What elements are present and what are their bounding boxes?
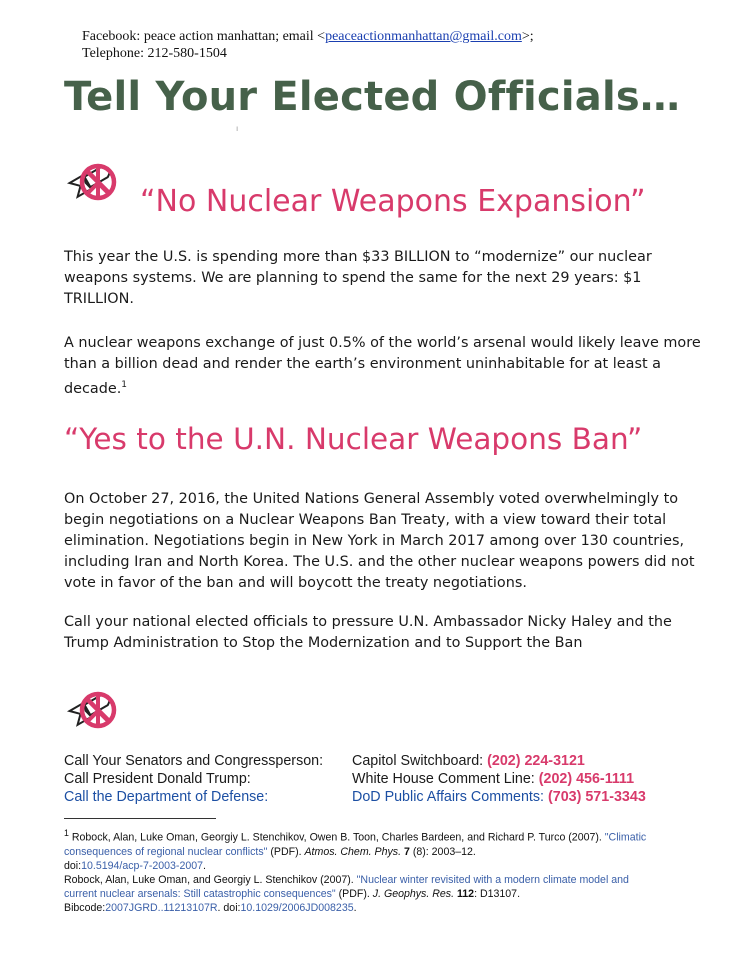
phone-dod[interactable]: (703) 571-3343 (548, 789, 646, 805)
call-row-senators: Call Your Senators and Congressperson: Capitol Switchboard: (202) 224-3121 (64, 753, 585, 769)
section-title-no-expansion: “No Nuclear Weapons Expansion” (140, 184, 646, 219)
phone-white-house[interactable]: (202) 456-1111 (538, 771, 635, 787)
footnotes (64, 826, 664, 915)
footnote-marker: 1 (121, 380, 128, 390)
ref2-doi-link[interactable]: 10.1029/2006JD008235 (240, 901, 354, 914)
ref1-title-link[interactable]: "Climatic consequences of regional nuclear conflicts" (64, 831, 647, 858)
footnote-ref-2: Robock, Alan, Luke Oman, and Georgiy L. Stenchikov (2007). "Nuclear winter revisited with a modern climate model and current nuclear arsenals: Still catastrophic consequences" (PDF). J. Geophys. Res. 112: D13107. Bibcode:2007JGRD..11213107R. doi:10.1029/2006JD008235. (64, 873, 629, 914)
section-title-yes-ban: “Yes to the U.N. Nuclear Weapons Ban” (64, 422, 643, 456)
page-title: Tell Your Elected Officials… (64, 74, 681, 120)
no-nukes-peace-icon (62, 148, 128, 214)
ref2-bibcode-link[interactable]: 2007JGRD..11213107R (105, 901, 218, 914)
paragraph-spending: This year the U.S. is spending more than $33 BILLION to “modernize” our nuclear weapons systems. We are planning to spend the same for the next 29 years: $1 TRILLION. (64, 249, 652, 307)
ref1-doi-link[interactable]: 10.5194/acp-7-2003-2007 (81, 859, 204, 872)
call-list (64, 752, 646, 806)
paragraph-exchange: A nuclear weapons exchange of just 0.5% of the world’s arsenal would likely leave more than a billion dead and render the earth’s environment uninhabitable for at least a decade.$^1$ (64, 335, 701, 397)
no-nukes-peace-icon (62, 676, 128, 742)
phone-capitol[interactable]: (202) 224-3121 (487, 753, 585, 769)
email-link[interactable]: peaceactionmanhattan@gmail.com (325, 29, 522, 44)
paragraph-un-vote: On October 27, 2016, the United Nations General Assembly voted overwhelmingly to begin negotiations on a Nuclear Weapons Ban Treaty, with a view toward their total elimination. Negotiations begin in New York in March 2017 among over 130 countries, including Iran and North Korea. The U.S. and the other nuclear weapons powers did not vote in favor of the ban and will boycott the treaty negotiations. (64, 491, 695, 591)
contact-line-1: Facebook: peace action manhattan; email <peaceactionmanhattan@gmail.com>; (82, 29, 534, 44)
call-row-president: Call President Donald Trump: White House Comment Line: (202) 456-1111 (64, 771, 635, 787)
contact-header (82, 28, 534, 62)
footnote-divider (64, 818, 216, 819)
contact-line-2: Telephone: 212-580-1504 (82, 46, 227, 61)
paragraph-call-to-action: Call your national elected officials to pressure U.N. Ambassador Nicky Haley and the Trump Administration to Stop the Modernization and to Support the Ban (64, 614, 672, 651)
call-row-defense: Call the Department of Defense: DoD Public Affairs Comments: (703) 571-3343 (64, 789, 646, 805)
ref2-title-link[interactable]: "Nuclear winter revisited with a modern climate model and current nuclear arsenals: Still catastrophic consequences" (64, 873, 629, 900)
scan-mark: ı (236, 124, 239, 133)
footnote-ref-1: $^1$ Robock, Alan, Luke Oman, Georgiy L. Stenchikov, Owen B. Toon, Charles Bardeen, and Richard P. Turco (2007). "Climatic consequences of regional nuclear conflicts" (PDF). Atmos. Chem. Phys. 7 (8): 2003–12. doi:10.5194/acp-7-2003-2007. (64, 828, 647, 872)
